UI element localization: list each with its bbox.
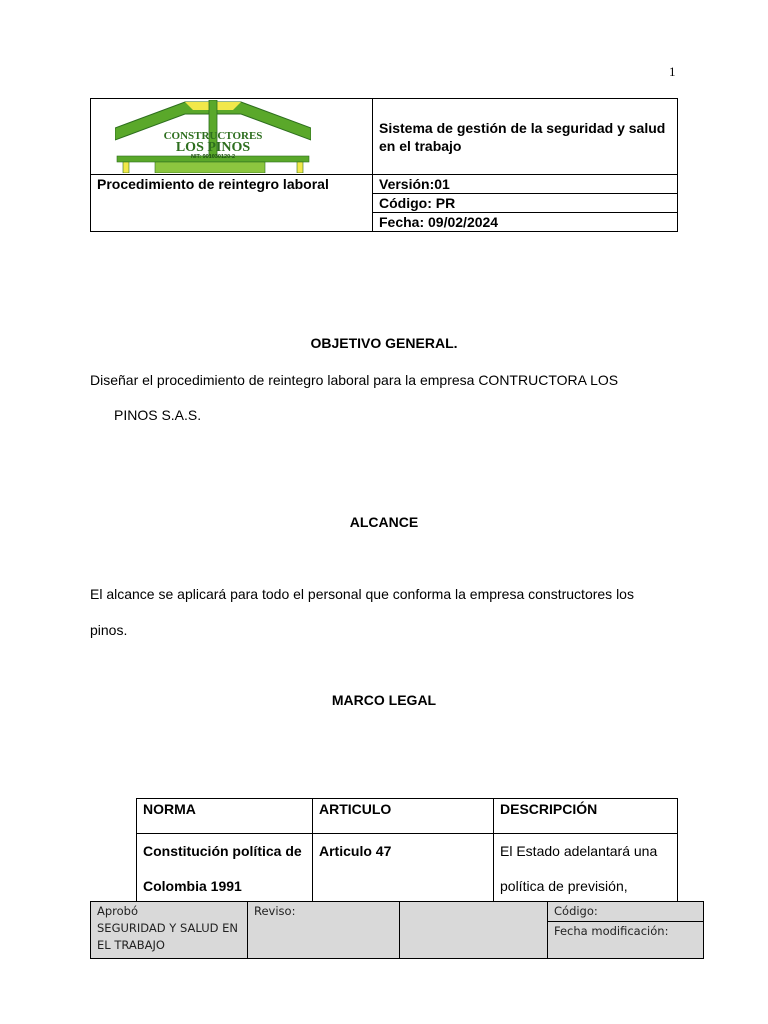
scope-title: ALCANCE	[349, 514, 419, 530]
cell-articulo: Articulo 47	[313, 834, 494, 907]
scope-text-line1: El alcance se aplicará para todo el personal que conforma la empresa constructores los	[90, 586, 634, 602]
document-header-table	[90, 98, 678, 232]
logo-text-nit: NIT: 901030120-2	[190, 154, 236, 160]
legal-framework-table	[136, 798, 678, 907]
system-title: Sistema de gestión de la seguridad y salud en el trabajo	[373, 99, 678, 175]
footer-code-label: Código:	[548, 902, 704, 922]
footer-reviewed-label: Reviso:	[248, 902, 400, 959]
footer-table	[90, 901, 704, 959]
version-field: Versión:01	[373, 175, 678, 194]
footer-approved-label: Aprobó	[97, 904, 139, 918]
footer-approved-value: SEGURIDAD Y SALUD EN EL TRABAJO	[97, 921, 238, 952]
logo-text-line2: LOS PINOS	[175, 140, 251, 155]
column-header-descripcion: DESCRIPCIÓN	[494, 799, 678, 834]
footer-modified-label: Fecha modificación:	[548, 922, 704, 959]
column-header-norma: NORMA	[137, 799, 313, 834]
logo-cell	[91, 99, 373, 175]
procedure-title: Procedimiento de reintegro laboral	[91, 175, 373, 232]
code-field: Código: PR	[373, 194, 678, 213]
logo-text-line1: CONSTRUCTORES	[163, 130, 263, 142]
footer-empty-cell	[400, 902, 548, 959]
cell-norma: Constitución política de Colombia 1991	[137, 834, 313, 907]
table-row	[137, 834, 678, 907]
objective-text-line2: PINOS S.A.S.	[114, 407, 202, 423]
scope-text-line2: pinos.	[90, 622, 128, 638]
legal-title: MARCO LEGAL	[331, 692, 437, 708]
date-field: Fecha: 09/02/2024	[373, 213, 678, 232]
objective-text-line1: Diseñar el procedimiento de reintegro laboral para la empresa CONTRUCTORA LOS	[90, 372, 619, 388]
cell-descripcion: El Estado adelantará una política de previsión,	[494, 834, 678, 907]
company-logo	[115, 100, 311, 173]
page-number: 1	[669, 64, 676, 79]
footer-approved-cell	[91, 902, 248, 959]
objective-title: OBJETIVO GENERAL.	[310, 335, 458, 351]
column-header-articulo: ARTICULO	[313, 799, 494, 834]
